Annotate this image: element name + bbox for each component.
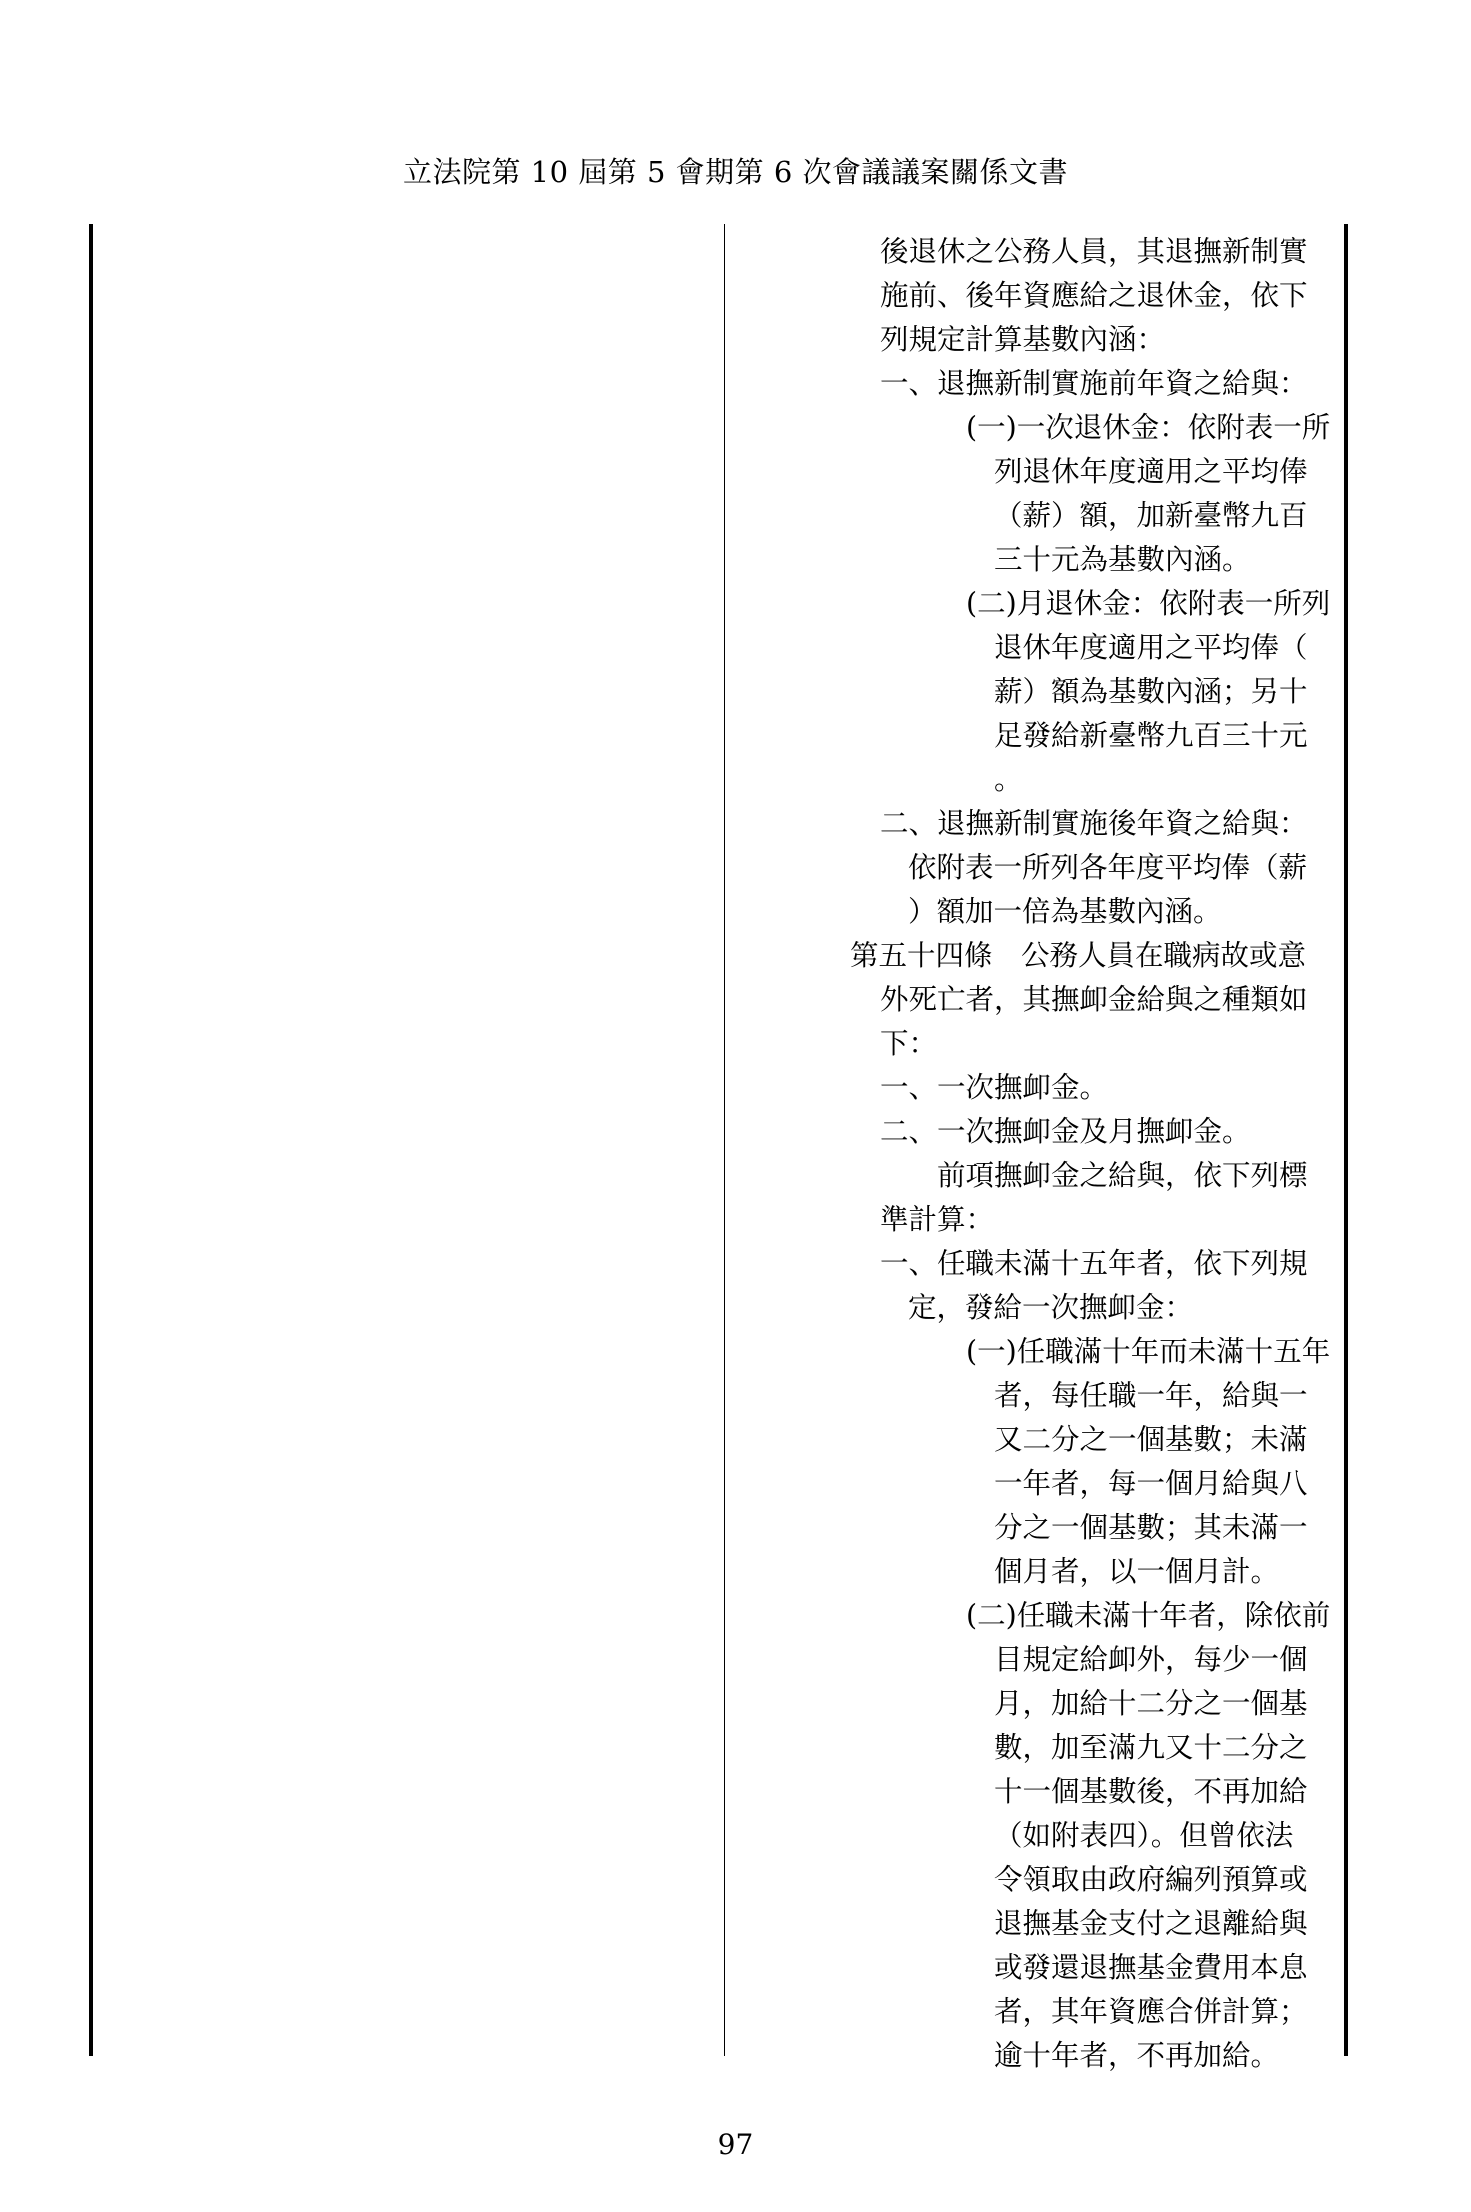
- text-line: （薪）額，加新臺幣九百: [994, 499, 1308, 532]
- text-line: 列退休年度適用之平均俸: [994, 455, 1308, 488]
- text-line: 月，加給十二分之一個基: [994, 1687, 1308, 1720]
- right-column-text: [850, 230, 1340, 2078]
- text-line: 前項撫卹金之給與，依下列標: [880, 1159, 1308, 1192]
- text-line: 一、任職未滿十五年者，依下列規: [880, 1247, 1308, 1280]
- text-line: 足發給新臺幣九百三十元: [994, 719, 1308, 752]
- right-border-bar: [1344, 224, 1348, 2056]
- text-line: 二、退撫新制實施後年資之給與：: [880, 807, 1308, 840]
- text-line: ）額加一倍為基數內涵。: [908, 895, 1222, 928]
- text-line: 依附表一所列各年度平均俸（薪: [908, 851, 1308, 884]
- text-line: 令領取由政府編列預算或: [994, 1863, 1308, 1896]
- text-line: 後退休之公務人員，其退撫新制實: [880, 235, 1308, 268]
- page-number: 97: [717, 2128, 754, 2161]
- text-line: 。: [994, 763, 1023, 796]
- text-line: (一)任職滿十年而未滿十五年: [966, 1335, 1331, 1368]
- text-line: （如附表四）。但曾依法: [994, 1819, 1294, 1852]
- text-line: 者，每任職一年，給與一: [994, 1379, 1308, 1412]
- text-line: 數，加至滿九又十二分之: [994, 1731, 1308, 1764]
- text-line: 退休年度適用之平均俸（: [994, 631, 1308, 664]
- text-line: 又二分之一個基數；未滿: [994, 1423, 1308, 1456]
- text-line: 者，其年資應合併計算；: [994, 1995, 1308, 2028]
- left-border-bar: [89, 224, 93, 2056]
- text-line: 逾十年者，不再加給。: [994, 2039, 1280, 2072]
- text-line: 目規定給卹外，每少一個: [994, 1643, 1308, 1676]
- text-line: 或發還退撫基金費用本息: [994, 1951, 1308, 1984]
- text-line: 一年者，每一個月給與八: [994, 1467, 1308, 1500]
- text-line: 定，發給一次撫卹金：: [908, 1291, 1194, 1324]
- text-line: 薪）額為基數內涵；另十: [994, 675, 1308, 708]
- text-line: 十一個基數後，不再加給: [994, 1775, 1308, 1808]
- text-line: 退撫基金支付之退離給與: [994, 1907, 1308, 1940]
- text-line: 第五十四條 公務人員在職病故或意: [850, 939, 1307, 972]
- text-line: 列規定計算基數內涵：: [880, 323, 1166, 356]
- text-line: 分之一個基數；其未滿一: [994, 1511, 1308, 1544]
- text-line: (二)任職未滿十年者，除依前: [966, 1599, 1331, 1632]
- text-line: 下：: [880, 1027, 938, 1060]
- text-line: 一、一次撫卹金。: [880, 1071, 1109, 1104]
- text-line: 三十元為基數內涵。: [994, 543, 1251, 576]
- text-line: 施前、後年資應給之退休金，依下: [880, 279, 1308, 312]
- text-line: 個月者，以一個月計。: [994, 1555, 1280, 1588]
- text-line: (二)月退休金：依附表一所列: [966, 587, 1331, 620]
- text-line: 準計算：: [880, 1203, 995, 1236]
- document-header: 立法院第 10 屆第 5 會期第 6 次會議議案關係文書: [402, 155, 1069, 189]
- text-line: 外死亡者，其撫卹金給與之種類如: [880, 983, 1308, 1016]
- text-line: 二、一次撫卹金及月撫卹金。: [880, 1115, 1251, 1148]
- text-line: (一)一次退休金：依附表一所: [966, 411, 1331, 444]
- column-divider: [724, 224, 725, 2056]
- text-line: 一、退撫新制實施前年資之給與：: [880, 367, 1308, 400]
